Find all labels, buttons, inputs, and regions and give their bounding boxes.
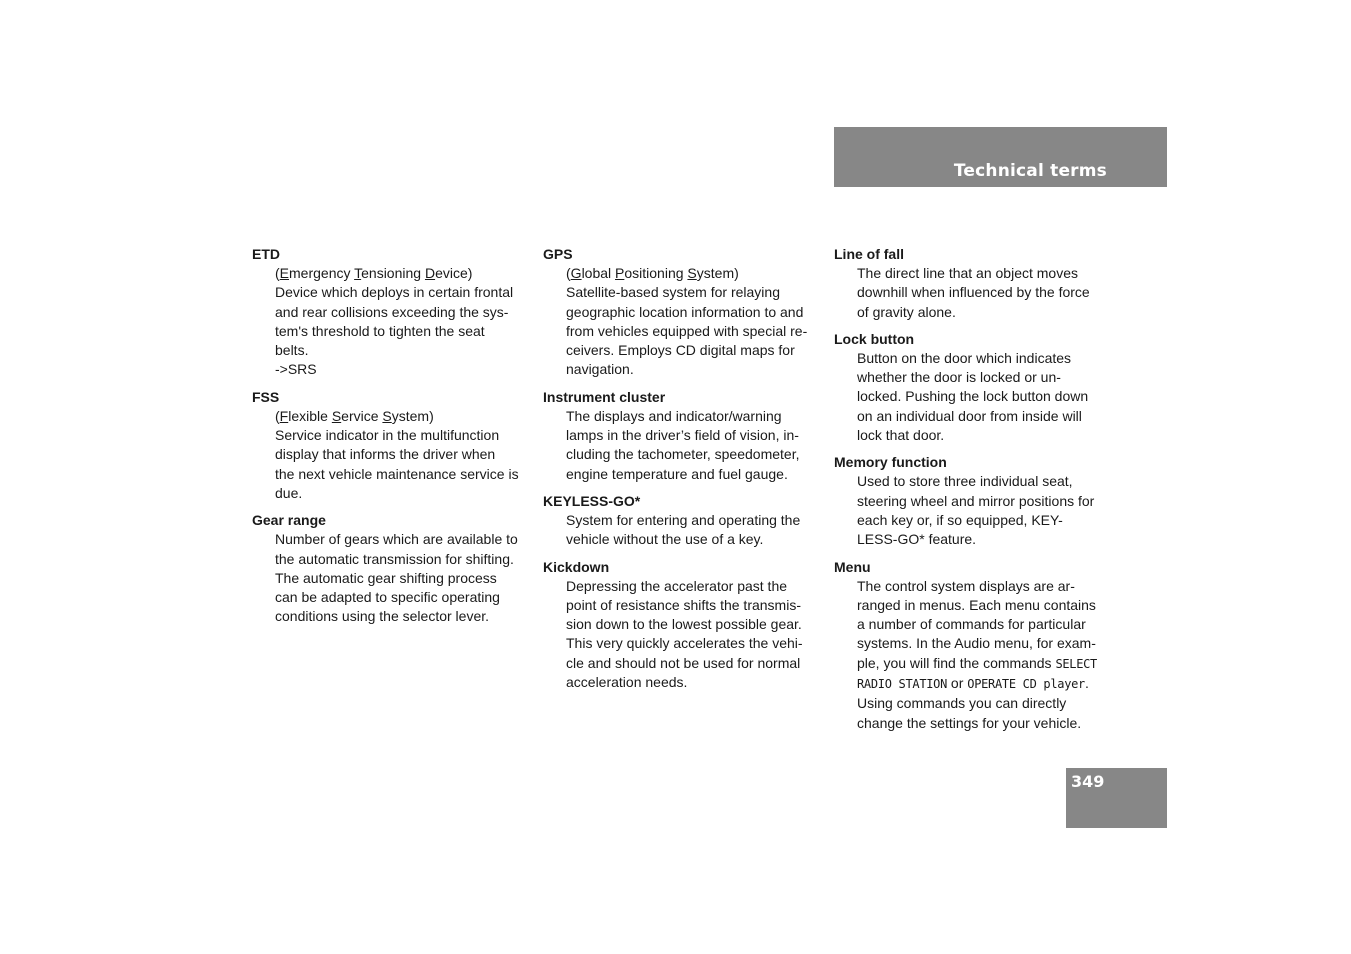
term-definition (566, 407, 819, 484)
definition-line: ranged in menus. Each menu contains (857, 596, 1096, 613)
definition-line: systems. In the Audio menu, for exam- (857, 635, 1096, 652)
definition-line: display that informs the driver when (275, 446, 496, 463)
entry-menu (834, 558, 1110, 733)
cross-reference: ->SRS (275, 361, 317, 378)
term-definition (857, 264, 1110, 322)
definition-line: due. (275, 484, 303, 501)
term-title: Gear range (252, 512, 326, 529)
definition-line: cle and should not be used for normal (566, 654, 801, 671)
term-title: KEYLESS-GO* (543, 492, 641, 509)
definition-line: Device which deploys in certain frontal (275, 284, 514, 301)
definition-line: cluding the tachometer, speedometer, (566, 446, 800, 463)
abbreviation-expansion: (Flexible Service System) (275, 407, 434, 424)
term-title: Line of fall (834, 246, 904, 262)
section-header-bar (834, 127, 1167, 187)
definition-line: steering wheel and mirror positions for (857, 492, 1095, 509)
glossary-column-2 (543, 245, 819, 700)
entry-gps (543, 245, 819, 380)
entry-keyless-go (543, 492, 819, 550)
definition-line: engine temperature and fuel gauge. (566, 465, 788, 482)
glossary-column-1 (252, 245, 528, 635)
term-title: Lock button (834, 330, 915, 347)
term-title: ETD (252, 246, 280, 262)
definition-line: tem's threshold to tighten the seat (275, 322, 485, 339)
term-title: Menu (834, 558, 871, 575)
display-command-text: RADIO STATION (857, 677, 948, 692)
definition-line: Satellite-based system for relaying (566, 284, 780, 301)
definition-line: The automatic gear shifting process (275, 569, 497, 586)
definition-line: the automatic transmission for shifting. (275, 550, 514, 567)
term-definition (857, 349, 1110, 445)
definition-line: The direct line that an object moves (857, 265, 1079, 281)
entry-gear-range (252, 511, 528, 626)
term-title: Memory function (834, 454, 947, 471)
definition-line: from vehicles equipped with special re- (566, 322, 808, 339)
definition-line: can be adapted to specific operating (275, 589, 500, 606)
term-definition (566, 577, 819, 693)
term-title: FSS (252, 388, 280, 405)
entry-fss (252, 388, 528, 503)
term-definition (857, 577, 1110, 733)
term-definition (566, 264, 819, 380)
display-command-text: SELECT (1055, 656, 1097, 671)
definition-line: The displays and indicator/warning (566, 407, 782, 424)
definition-line: This very quickly accelerates the vehi- (566, 635, 803, 652)
term-definition (857, 472, 1110, 549)
term-definition (275, 407, 528, 503)
definition-line: LESS-GO* feature. (857, 531, 977, 548)
definition-line: Used to store three individual seat, (857, 473, 1073, 490)
abbreviation-expansion: (Emergency Tensioning Device) (275, 265, 473, 281)
definition-line: System for entering and operating the (566, 511, 801, 528)
definition-line: RADIO STATION or OPERATE CD player. (857, 675, 1089, 692)
definition-line: each key or, if so equipped, KEY- (857, 511, 1063, 528)
definition-line: lock that door. (857, 427, 945, 444)
definition-line: ple, you will find the commands SELECT (857, 654, 1097, 671)
entry-instrument-cluster (543, 388, 819, 484)
definition-line: belts. (275, 342, 309, 359)
term-title: GPS (543, 246, 573, 262)
definition-line: acceleration needs. (566, 674, 688, 691)
definition-line: The control system displays are ar- (857, 577, 1075, 594)
section-title: Technical terms (953, 161, 1107, 181)
definition-line: change the settings for your vehicle. (857, 714, 1082, 731)
glossary-column-3 (834, 245, 1110, 741)
page-number-box (1066, 768, 1167, 828)
term-definition (566, 511, 819, 550)
definition-line: sion down to the lowest possible gear. (566, 616, 802, 633)
definition-line: ceivers. Employs CD digital maps for (566, 342, 795, 359)
definition-line: whether the door is locked or un- (857, 369, 1061, 386)
definition-line: geographic location information to and (566, 303, 804, 320)
definition-line: Button on the door which indicates (857, 349, 1072, 366)
term-title: Instrument cluster (543, 388, 666, 405)
term-definition (275, 530, 528, 626)
entry-kickdown (543, 558, 819, 693)
term-definition (275, 264, 528, 380)
definition-line: vehicle without the use of a key. (566, 531, 764, 548)
definition-line: the next vehicle maintenance service is (275, 465, 519, 482)
definition-line: on an individual door from inside will (857, 407, 1082, 424)
display-command-text: OPERATE CD player (967, 677, 1085, 692)
page-number: 349 (1071, 772, 1105, 791)
entry-lock-button (834, 330, 1110, 445)
definition-line: downhill when influenced by the force (857, 284, 1090, 301)
entry-etd (252, 245, 528, 380)
definition-line: conditions using the selector lever. (275, 608, 490, 625)
definition-line: navigation. (566, 361, 634, 378)
definition-line: Depressing the accelerator past the (566, 577, 788, 594)
abbreviation-expansion: (Global Positioning System) (566, 265, 739, 281)
entry-memory-function (834, 453, 1110, 549)
definition-line: of gravity alone. (857, 303, 956, 320)
definition-line: and rear collisions exceeding the sys- (275, 303, 509, 320)
definition-line: Number of gears which are available to (275, 531, 518, 548)
definition-line: locked. Pushing the lock button down (857, 388, 1089, 405)
definition-line: a number of commands for particular (857, 616, 1086, 633)
definition-line: lamps in the driver’s field of vision, in- (566, 427, 799, 444)
definition-line: Using commands you can directly (857, 695, 1067, 712)
term-title: Kickdown (543, 558, 610, 575)
definition-line: point of resistance shifts the transmis- (566, 596, 801, 613)
entry-line-of-fall (834, 245, 1110, 322)
definition-line: Service indicator in the multifunction (275, 427, 500, 444)
